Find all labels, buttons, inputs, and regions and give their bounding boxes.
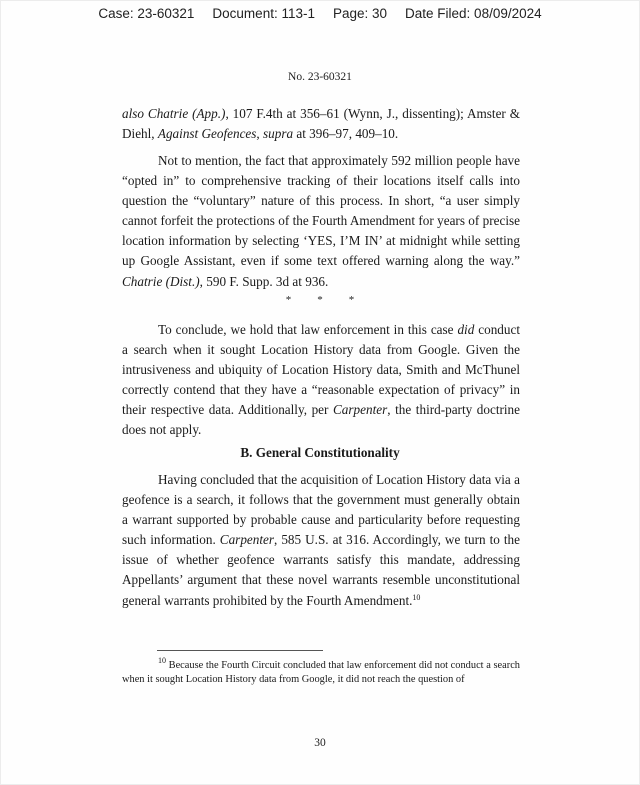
filing-header: [0, 6, 640, 21]
paragraph-3: [122, 320, 520, 441]
paragraph-text: Having concluded that the acquisition of Location History data via a geofence is a search, it follows that the government must generally obtain a warrant supported by probable cause and particularity before requesting such information.: [122, 472, 520, 548]
section-break-stars: [0, 294, 640, 306]
case-number: Case: 23-60321: [98, 6, 195, 21]
doc-number: No. 23-60321: [288, 71, 352, 83]
star: *: [348, 294, 355, 306]
page-indicator: Page: 30: [332, 6, 388, 21]
star: *: [317, 294, 323, 306]
paragraph-text: ,: [256, 126, 264, 142]
paragraph-2: [122, 151, 520, 292]
paragraph-text: , 585 U.S. at 316. Accordingly, we turn to the issue of whether geofence warrants satisfy this mandate, addressing Appellants’ argument that these novel warrants resemble unconstitutional general warrants prohibited by the Fourth Amendment.: [122, 532, 521, 608]
citation-italic: Carpenter: [333, 402, 388, 418]
citation-italic: Chatrie (Dist.): [122, 273, 200, 289]
section-heading: B. General Constitutionality: [240, 445, 400, 460]
paragraph-text: , 590 F. Supp. 3d at 936.: [199, 273, 329, 289]
page-number: 30: [314, 737, 326, 749]
star: *: [285, 294, 292, 306]
citation-italic: supra: [263, 126, 294, 142]
document-number: Document: 113-1: [212, 6, 315, 21]
paragraph-text: Not to mention, the fact that approximately 592 million people have “opted in” to comprehensive tracking of their locations itself calls into question the “voluntary” nature of this process. In short, “a user simply cannot forfeit the protections of the Fourth Amendment for years of precise location information by selecting ‘YES, I’M IN’ at midnight while setting up Google Assistant, even if some text offered warning along the way.”: [122, 153, 520, 269]
citation-italic: also Chatrie (App.): [122, 106, 226, 121]
footnote-divider: [157, 650, 323, 651]
citation-italic: Against Geofences: [157, 126, 257, 142]
emphasis-italic: did: [457, 322, 475, 337]
date-filed: Date Filed: 08/09/2024: [405, 6, 542, 21]
paragraph-text: conduct a search when it sought Location History data from Google. Given the intrusiveness and ubiquity of Location History data, Smith and McThunel correctly contend that they have a “reasonable expectation of privacy” in their respective data. Additionally, per: [122, 322, 520, 418]
footnote-text: Because the Fourth Circuit concluded that law enforcement did not conduct a search when it sought Location History data from Google, it did not reach the question of: [122, 660, 520, 685]
paragraph-1: [122, 104, 520, 144]
paragraph-text: , the third-party doctrine does not apply.: [122, 402, 520, 438]
footnote: [122, 656, 520, 687]
paragraph-text: To conclude, we hold that law enforcement in this case: [158, 322, 458, 337]
paragraph-text: , 107 F.4th at 356–61 (Wynn, J., dissenting); Amster & Diehl,: [122, 106, 520, 142]
citation-italic: Carpenter: [219, 532, 275, 548]
footnote-marker: 10: [158, 656, 166, 665]
paragraph-4: [122, 470, 520, 611]
paragraph-text: at 396–97, 409–10.: [293, 126, 399, 142]
footnote-reference[interactable]: 10: [412, 592, 421, 602]
